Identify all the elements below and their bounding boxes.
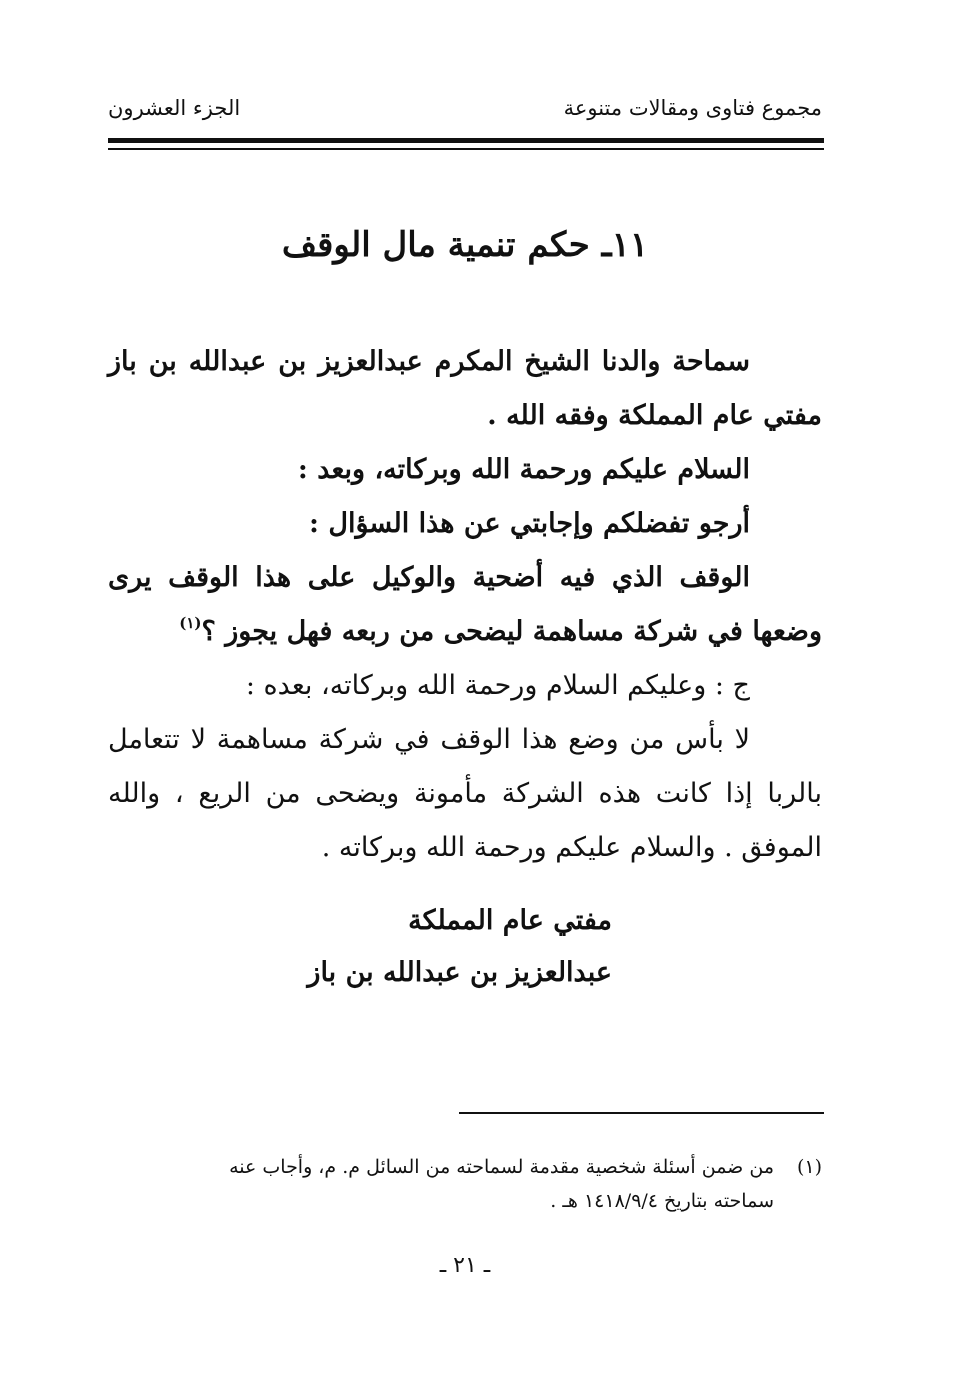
question-text-content: الوقف الذي فيه أضحية والوكيل على هذا الوقف يرى وضعها في شركة مساهمة ليضحى من ربعه فهل يجوز ؟ [108,562,822,647]
book-title: مجموع فتاوى ومقالات متنوعة [563,96,822,120]
question-salutation: سماحة والدنا الشيخ المكرم عبدالعزيز بن عبدالله بن باز مفتي عام المملكة وفقه الله . [108,346,822,431]
question-text [108,551,822,659]
footnote-number: (١) [796,1156,822,1178]
footnote-reference: (١) [179,614,202,632]
footnote-line-1 [108,1150,822,1184]
signature-block [108,895,822,999]
footnote-line-2: سماحته بتاريخ ١٤١٨/٩/٤ هـ . [550,1190,774,1212]
question-greeting: السلام عليكم ورحمة الله وبركاته، وبعد : [297,454,750,485]
fatwa-body [108,335,822,875]
signature-title: مفتي عام المملكة [408,905,612,936]
page-number: ـ ٢١ ـ [439,1253,491,1278]
running-header [108,88,822,132]
signature-name: عبدالعزيز بن عبدالله بن باز [307,957,612,988]
header-rule-thick [108,138,824,143]
volume-label: الجزء العشرون [108,96,241,120]
footnote-text-1: من ضمن أسئلة شخصية مقدمة لسماحته من السائل م. م، وأجاب عنه [229,1156,774,1178]
answer-text: لا بأس من وضع هذا الوقف في شركة مساهمة لا تتعامل بالربا إذا كانت هذه الشركة مأمونة ويضحى من الريع ، والله الموفق . والسلام عليكم ورحمة الله وبركاته . [108,724,822,863]
answer-opening: ج : وعليكم السلام ورحمة الله وبركاته، بعده : [245,670,750,701]
footnote-separator [459,1112,824,1114]
question-request: أرجو تفضلكم وإجابتي عن هذا السؤال : [308,508,750,539]
footnote [108,1150,822,1218]
header-rule-thin [108,148,824,150]
section-heading: ١١ـ حكم تنمية مال الوقف [281,225,649,265]
